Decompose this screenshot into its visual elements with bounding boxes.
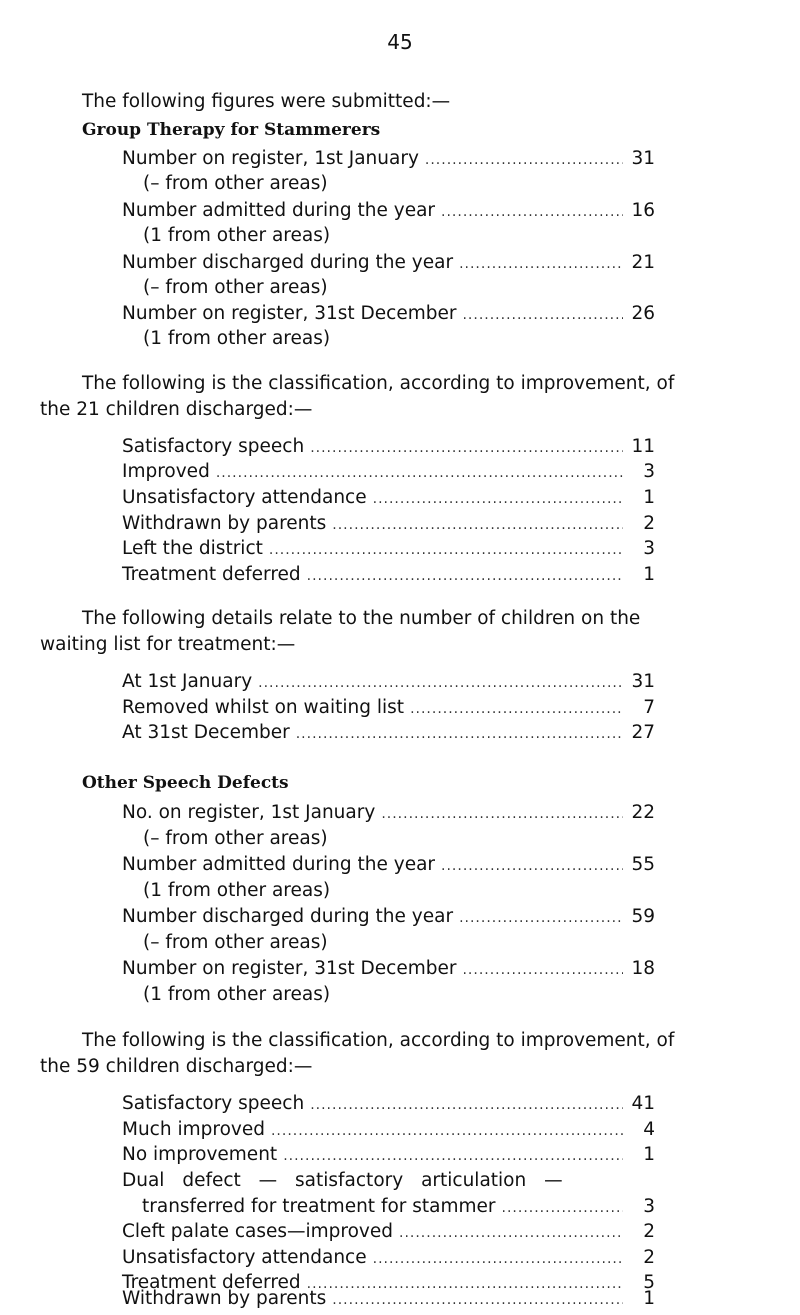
classification2-line2: the 59 children discharged:—	[40, 1056, 313, 1077]
class1-row	[122, 561, 655, 590]
group-therapy-heading: Group Therapy for Stammerers	[82, 120, 381, 140]
row-value: 2	[643, 1247, 655, 1268]
row-value: 3	[643, 538, 655, 559]
other-row-3	[122, 903, 655, 932]
row-label: No improvement	[122, 1144, 278, 1165]
row-label: Unsatisfactory attendance	[122, 1247, 367, 1268]
row-note: (– from other areas)	[143, 173, 328, 194]
row-label: Satisfactory speech	[122, 436, 305, 457]
row-label: Treatment deferred	[122, 564, 301, 585]
row-note: (1 from other areas)	[143, 880, 331, 901]
row-note: (– from other areas)	[143, 828, 328, 849]
row-label: At 31st December	[122, 722, 290, 743]
classification2-line1: The following is the classification, according to improvement, of	[82, 1030, 675, 1051]
class2-dual-defect: Dual defect — satisfactory articulation —	[122, 1170, 563, 1191]
row-value: 18	[631, 958, 655, 979]
row-value: 59	[631, 906, 655, 927]
class2-row	[122, 1090, 655, 1119]
row-label: Number on register, 31st December	[122, 958, 457, 979]
row-value: 1	[643, 1144, 655, 1165]
row-value: 16	[631, 200, 655, 221]
row-label: Treatment deferred	[122, 1272, 301, 1293]
row-label: Withdrawn by parents	[122, 513, 327, 534]
row-note: (– from other areas)	[143, 277, 328, 298]
row-label: Improved	[122, 461, 210, 482]
waiting-line2: waiting list for treatment:—	[40, 634, 296, 655]
row-value: 3	[643, 1196, 655, 1217]
row-label: Much improved	[122, 1119, 265, 1140]
row-value: 1	[643, 564, 655, 585]
class1-row	[122, 484, 655, 513]
row-label: Removed whilst on waiting list	[122, 697, 405, 718]
row-label: Unsatisfactory attendance	[122, 487, 367, 508]
row-value: 7	[643, 697, 655, 718]
row-label: transferred for treatment for stammer	[142, 1196, 496, 1217]
intro-text: The following figures were submitted:—	[82, 91, 451, 112]
row-label: Number admitted during the year	[122, 854, 436, 875]
other-row-4	[122, 955, 655, 984]
row-value: 1	[643, 1288, 655, 1309]
row-value: 22	[631, 802, 655, 823]
row-label: Number on register, 31st December	[122, 303, 457, 324]
waiting-row	[122, 719, 655, 748]
class1-row	[122, 458, 655, 487]
row-label: Number discharged during the year	[122, 906, 454, 927]
page-number: 45	[387, 30, 413, 54]
row-value: 3	[643, 461, 655, 482]
row-label: Number on register, 1st January	[122, 148, 419, 169]
row-value: 31	[631, 148, 655, 169]
classification1-line1: The following is the classification, according to improvement, of	[82, 373, 675, 394]
row-value: 2	[643, 1221, 655, 1242]
classification1-line2: the 21 children discharged:—	[40, 399, 313, 420]
row-value: 1	[643, 487, 655, 508]
class2-row	[122, 1288, 655, 1311]
row-label: Left the district	[122, 538, 263, 559]
class2-row	[122, 1141, 655, 1170]
waiting-row	[122, 668, 655, 697]
row-note: (– from other areas)	[143, 932, 328, 953]
class2-row	[122, 1218, 655, 1247]
row-label: No. on register, 1st January	[122, 802, 376, 823]
row-note: (1 from other areas)	[143, 984, 331, 1005]
row-value: 27	[631, 722, 655, 743]
row-value: 2	[643, 513, 655, 534]
row-label: Number admitted during the year	[122, 200, 436, 221]
row-label: At 1st January	[122, 671, 253, 692]
row-value: 21	[631, 252, 655, 273]
row-value: 5	[643, 1272, 655, 1293]
row-note: (1 from other areas)	[143, 225, 331, 246]
class1-row	[122, 535, 655, 564]
row-label: Number discharged during the year	[122, 252, 454, 273]
row-note: (1 from other areas)	[143, 328, 331, 349]
row-value: 41	[631, 1093, 655, 1114]
row-value: 11	[631, 436, 655, 457]
other-row-1	[122, 799, 655, 828]
row-label: Cleft palate cases—improved	[122, 1221, 393, 1242]
row-value: 26	[631, 303, 655, 324]
row-value: 31	[631, 671, 655, 692]
waiting-line1: The following details relate to the number of children on the	[82, 608, 641, 629]
row-value: 4	[643, 1119, 655, 1140]
row-label: Satisfactory speech	[122, 1093, 305, 1114]
other-row-2	[122, 851, 655, 880]
row-label: Withdrawn by parents	[122, 1288, 327, 1309]
row-value: 55	[631, 854, 655, 875]
other-defects-heading: Other Speech Defects	[82, 773, 289, 793]
